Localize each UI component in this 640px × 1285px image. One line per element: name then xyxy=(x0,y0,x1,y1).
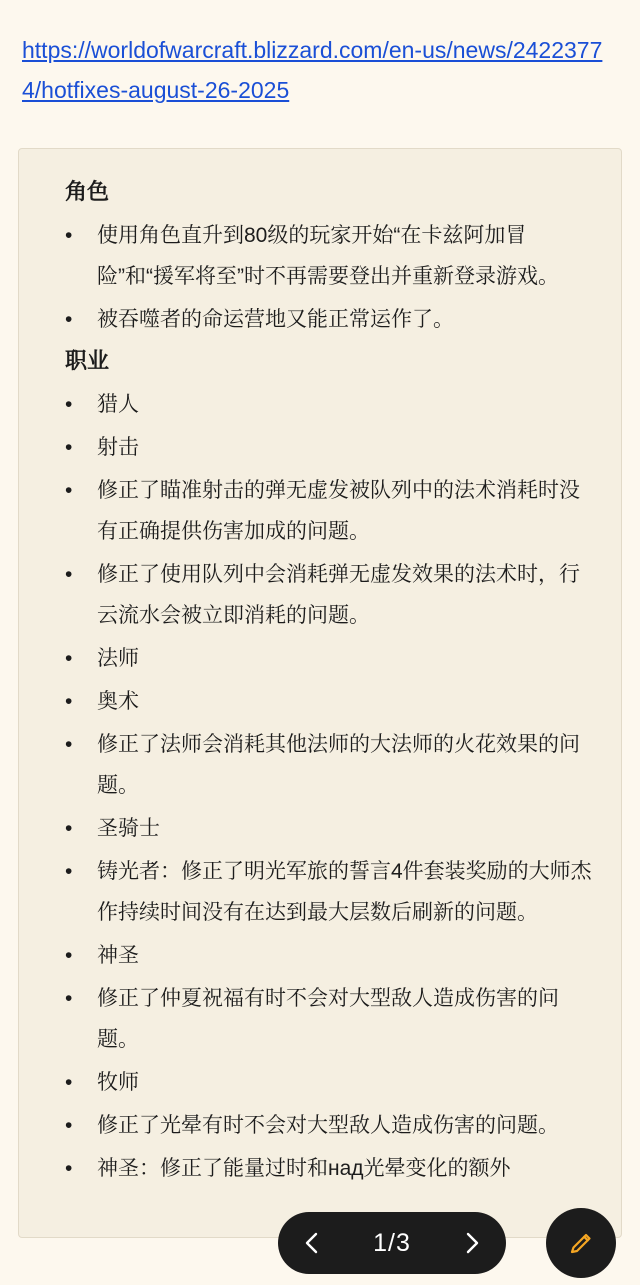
list-item: • 牧师 xyxy=(43,1062,597,1103)
list-item: • 被吞噬者的命运营地又能正常运作了。 xyxy=(43,299,597,340)
list-item: • 修正了仲夏祝福有时不会对大型敌人造成伤害的问题。 xyxy=(43,978,597,1060)
page-navigator[interactable] xyxy=(278,1212,506,1274)
section-heading: 角色 xyxy=(65,179,110,204)
list-item: • 法师 xyxy=(43,638,597,679)
list-item: • 修正了使用队列中会消耗弹无虚发效果的法术时，行云流水会被立即消耗的问题。 xyxy=(43,554,597,636)
list-item: • 射击 xyxy=(43,427,597,468)
page-count-label: 1/3 xyxy=(373,1228,411,1257)
list-item: • 猎人 xyxy=(43,384,597,425)
list-item: • 修正了法师会消耗其他法师的大法师的火花效果的问题。 xyxy=(43,724,597,806)
list-item: • 神圣：修正了能量过时和над光晕变化的额外 xyxy=(43,1148,597,1189)
section-heading: 职业 xyxy=(65,348,110,373)
previous-page-button[interactable] xyxy=(296,1226,330,1260)
list-item: • 神圣 xyxy=(43,935,597,976)
section-characters xyxy=(43,175,597,340)
list-item: • 铸光者：修正了明光军旅的誓言4件套装奖励的大师杰作持续时间没有在达到最大层数后刷新的问题。 xyxy=(43,851,597,933)
section-classes xyxy=(43,344,597,1189)
top-spacer xyxy=(0,0,640,12)
next-page-button[interactable] xyxy=(454,1226,488,1260)
section-list xyxy=(43,384,597,1189)
source-url-block xyxy=(0,12,640,110)
list-item: • 修正了瞄准射击的弹无虚发被队列中的法术消耗时没有正确提供伤害加成的问题。 xyxy=(43,470,597,552)
list-item: • 使用角色直升到80级的玩家开始“在卡兹阿加冒险”和“援军将至”时不再需要登出并重新登录游戏。 xyxy=(43,215,597,297)
edit-pencil-icon xyxy=(565,1227,597,1259)
list-item: • 奥术 xyxy=(43,681,597,722)
list-item: • 修正了光晕有时不会对大型敌人造成伤害的问题。 xyxy=(43,1105,597,1146)
section-list xyxy=(43,215,597,340)
edit-fab-button[interactable] xyxy=(546,1208,616,1278)
list-item: • 圣骑士 xyxy=(43,808,597,849)
article-card xyxy=(18,148,622,1238)
source-url-link[interactable]: https://worldofwarcraft.blizzard.com/en-us/news/24223774/hotfixes-august-26-2025 xyxy=(22,37,603,103)
